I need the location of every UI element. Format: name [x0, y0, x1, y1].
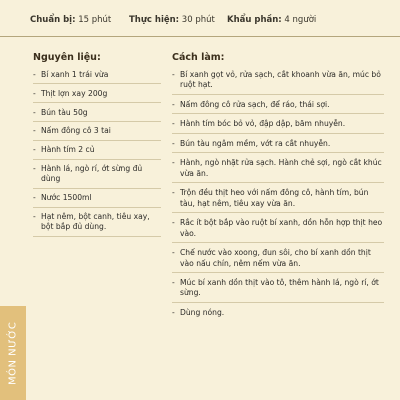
method-column: [172, 52, 384, 326]
list-item: - Hành tím 2 củ: [33, 145, 161, 159]
prep-time-label: Chuẩn bị:: [30, 15, 76, 25]
list-item: - Nước 1500ml: [33, 193, 161, 207]
ingredients-list: [33, 70, 161, 237]
ingredients-heading: Nguyên liệu:: [33, 52, 101, 63]
top-divider: [0, 36, 400, 37]
list-item: - Hành tím bóc bỏ vỏ, đập dập, băm nhuyễn.: [172, 119, 384, 133]
recipe-info-bar: [0, 0, 400, 36]
ingredients-column: [33, 52, 161, 241]
list-item: - Múc bí xanh dồn thịt vào tô, thêm hành lá, ngò rí, ớt sừng.: [172, 278, 384, 303]
list-item: - Hành, ngò nhặt rửa sạch. Hành chẻ sợi, ngò cắt khúc vừa ăn.: [172, 158, 384, 183]
list-item: - Nấm đông cô rửa sạch, để ráo, thái sợi.: [172, 100, 384, 114]
list-item: - Nấm đông cô 3 tai: [33, 126, 161, 140]
prep-time: [30, 15, 111, 25]
servings-value: 4 người: [284, 15, 317, 25]
list-item: - Hạt nêm, bột canh, tiêu xay, bột bắp đủ dùng.: [33, 212, 161, 237]
method-heading: Cách làm:: [172, 52, 225, 63]
list-item: - Rắc ít bột bắp vào ruột bí xanh, dồn hỗn hợp thịt heo vào.: [172, 218, 384, 243]
prep-time-value: 15 phút: [78, 15, 112, 25]
cook-time-label: Thực hiện:: [129, 15, 180, 25]
list-item: - Hành lá, ngò rí, ớt sừng đủ dùng: [33, 164, 161, 189]
list-item: - Bí xanh gọt vỏ, rửa sạch, cắt khoanh vừa ăn, múc bỏ ruột hạt.: [172, 70, 384, 95]
list-item: - Trộn đều thịt heo với nấm đông cô, hành tím, bún tàu, hạt nêm, tiêu xay vừa ăn.: [172, 188, 384, 213]
list-item: - Bí xanh 1 trái vừa: [33, 70, 161, 84]
category-tab-label: MÓN NƯỚC: [7, 321, 19, 385]
cook-time-value: 30 phút: [181, 15, 215, 25]
method-list: [172, 70, 384, 321]
servings-label: Khẩu phần:: [227, 15, 282, 25]
cook-time: [129, 15, 215, 25]
servings: [227, 15, 316, 25]
list-item: - Chế nước vào xoong, đun sôi, cho bí xanh dồn thịt vào nấu chín, nêm nếm vừa ăn.: [172, 248, 384, 273]
list-item: - Thịt lợn xay 200g: [33, 89, 161, 103]
list-item: - Dùng nóng.: [172, 307, 225, 317]
list-item: - Bún tàu ngâm mềm, vớt ra cắt nhuyễn.: [172, 139, 384, 153]
list-item: - Bún tàu 50g: [33, 108, 161, 122]
